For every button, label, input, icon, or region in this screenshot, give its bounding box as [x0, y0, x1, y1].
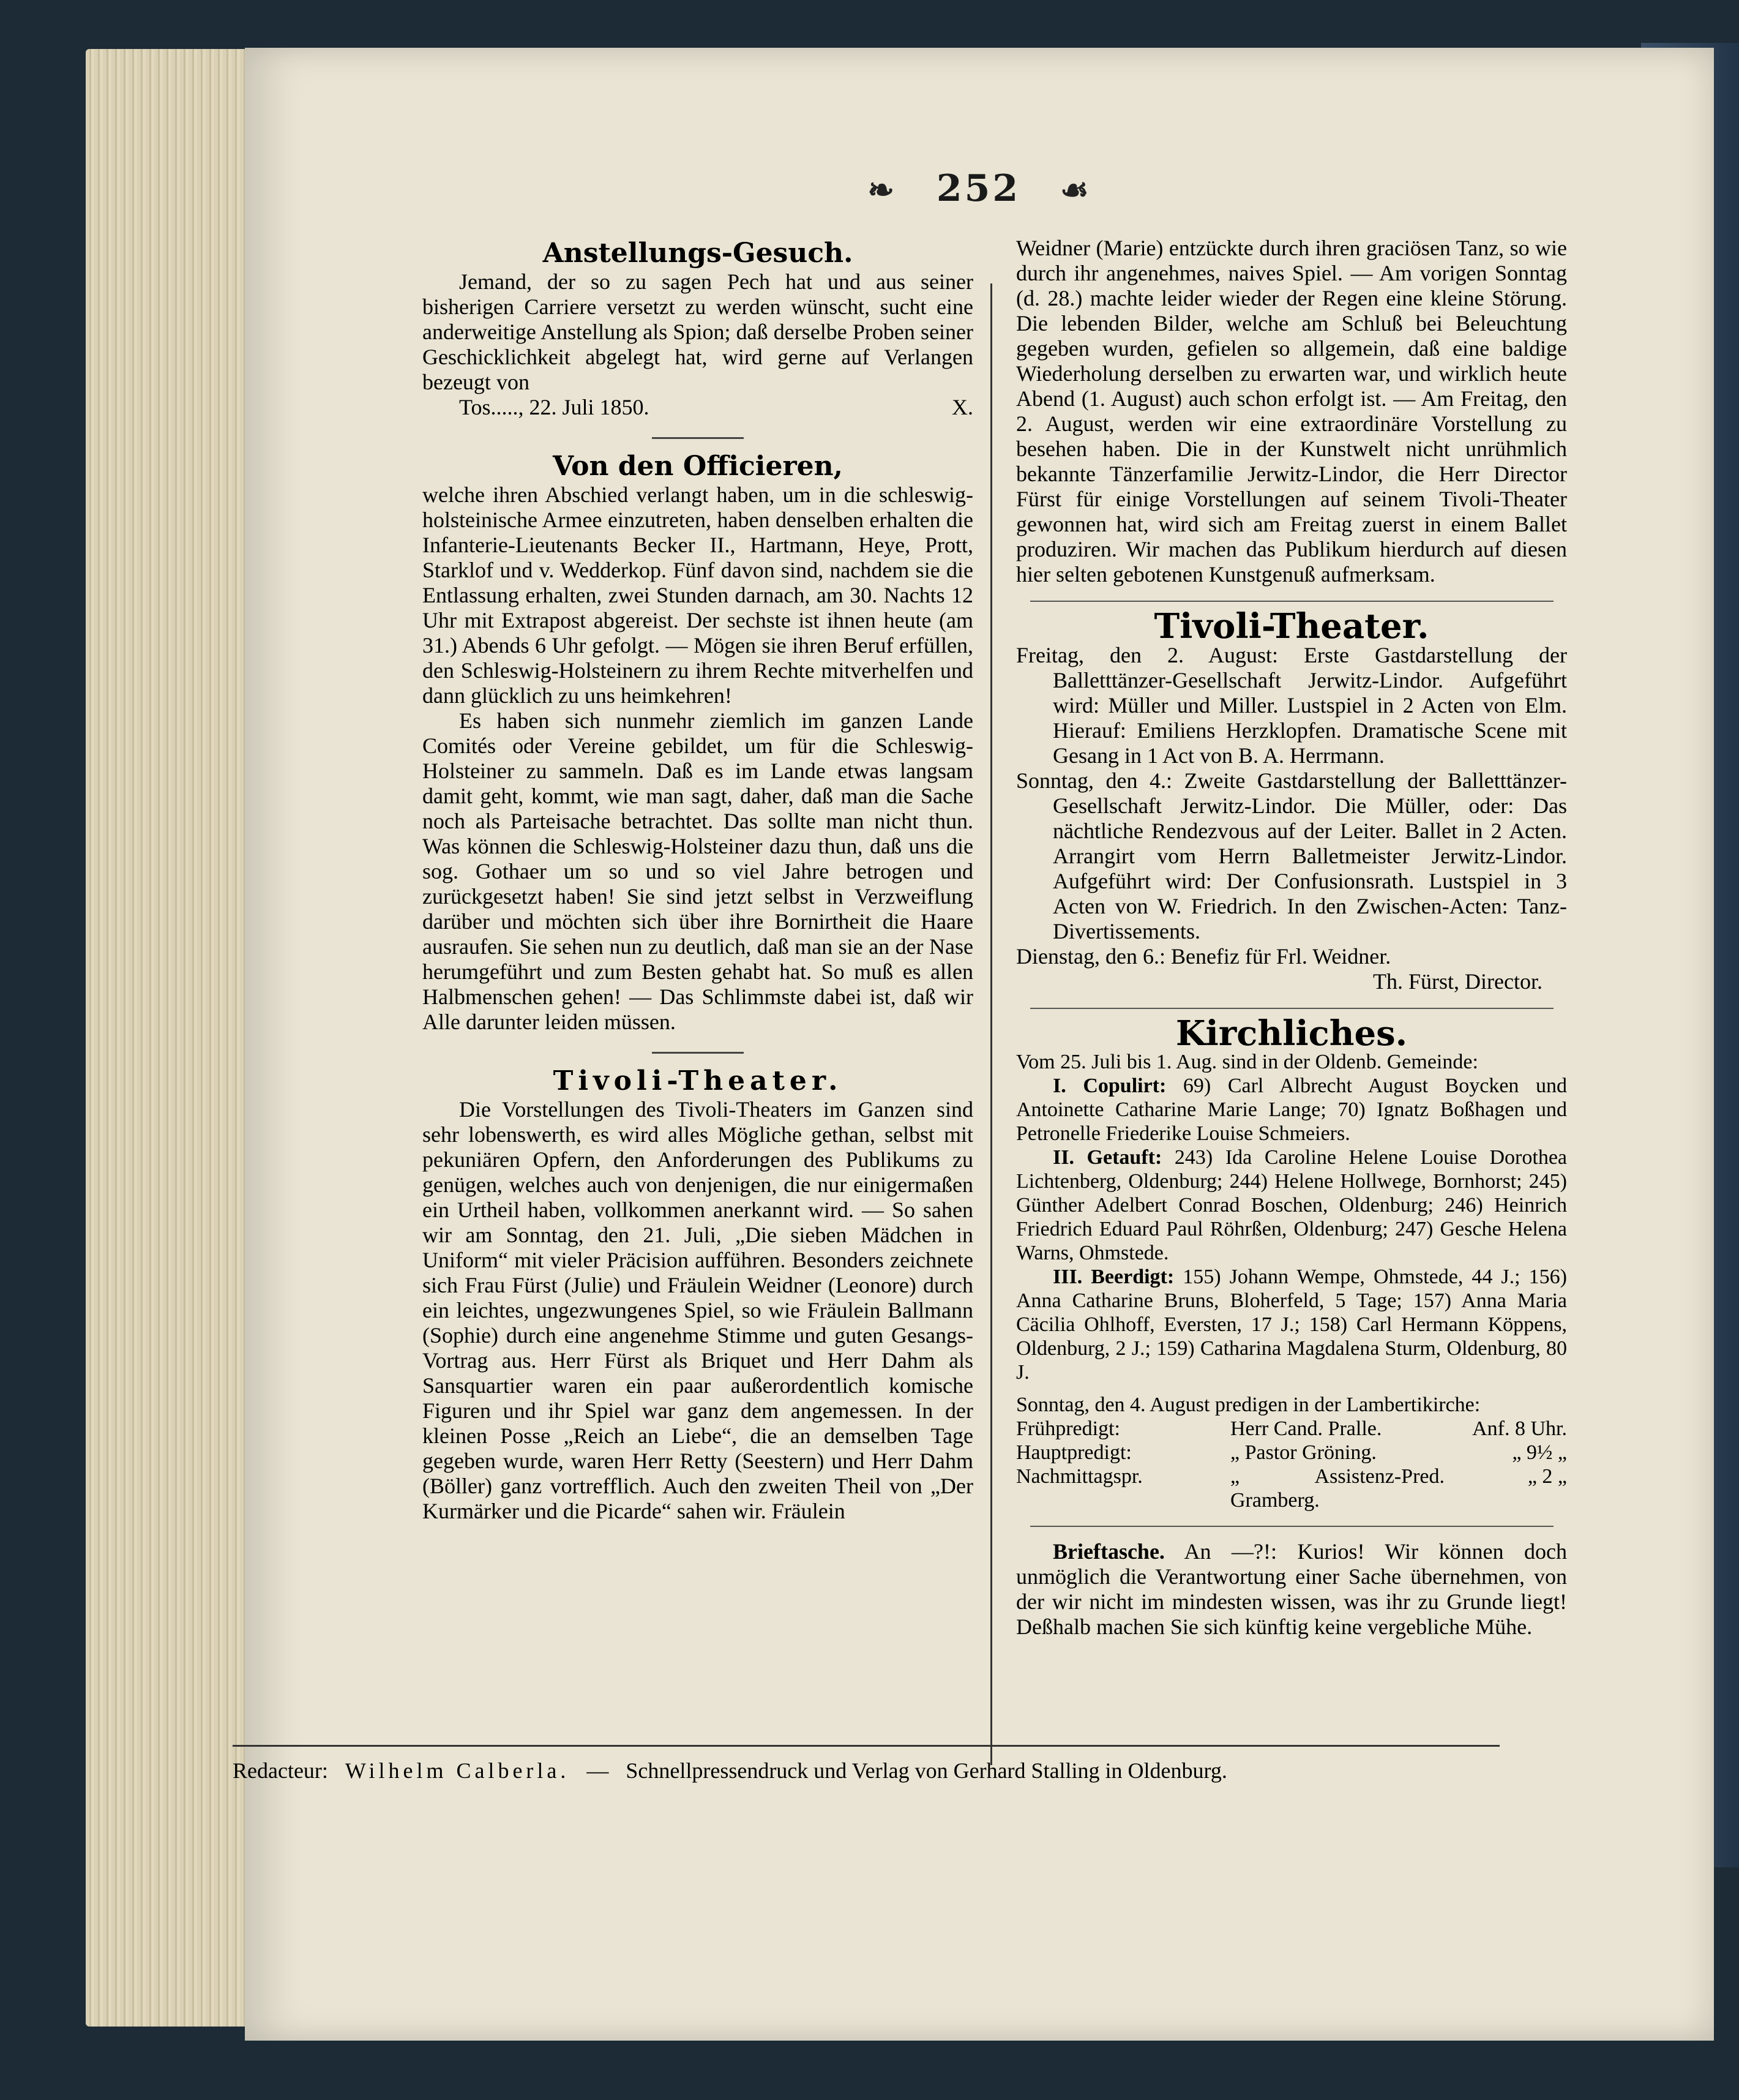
officieren-body-1: welche ihren Abschied verlangt haben, um in die schleswig-holsteinische Armee einzutreten, haben denselben erhalten die Infanterie-Lieutenants Becker II., Hartmann, Heye, Prott, Starklof und v. Wedderkop. Fünf davon sind, nachdem sie die Entlassung erhalten, zwei Stunden darnach, am 30. Nachts 12 Uhr mit Extrapost abgereist. Der sechste ist ihnen heute (am 31.) Abends 6 Uhr gefolgt. — Mögen sie ihren Beruf erfüllen, den Schleswig-Holsteinern zu ihrem Rechte mitverhelfen und dann glücklich zu uns heimkehren!	[422, 482, 973, 708]
section-title-kirchliches: Kirchliches.	[1175, 1013, 1408, 1054]
sermon-type: Nachmittagspr.	[1016, 1465, 1143, 1488]
tivoli-review-continuation: Weidner (Marie) entzückte durch ihren graciösen Tanz, so wie durch ihr angenehmes, naives Spiel. — Am vorigen Sonntag (d. 28.) machte leider wieder der Regen eine kleine Störung. Die lebenden Bilder, welche am Schluß bei Beleuchtung gegeben wurden, gefielen so allgemein, daß eine baldige Wiederholung derselben zu erwarten war, und wirklich heute Abend (1. August) auch schon erfolgt ist. — Am Freitag, den 2. August, werden wir eine extraordinäre Vorstellung zu besehen haben. Die in der Kunstwelt nicht unrühmlich bekannte Tänzerfamilie Jerwitz-Lindor, die Herr Director Fürst für einige Vorstellungen auf seinem Tivoli-Theater gewonnen hat, wird sich am Freitag zuerst in einem Ballet produziren. Wir machen das Publikum hierdurch auf diesen hier selten gebotenen Kunstgenuß aufmerksam.	[1016, 236, 1567, 587]
anstellungsgesuch-body: Jemand, der so zu sagen Pech hat und aus seiner bisherigen Carriere versetzt zu werden wünscht, sucht eine anderweitige Anstellung als Spion; daß derselbe Proben seiner Geschicklichkeit abgelegt hat, wird gerne auf Verlangen bezeugt von	[422, 269, 973, 394]
left-column-content	[422, 236, 973, 1524]
getauft-text: 243) Ida Caroline Helene Louise Dorothea Lichtenberg, Oldenburg; 244) Helene Hollwege, Bornhorst; 245) Günther Adelbert Conrad Boschen, Oldenburg; 246) Heinrich Friedrich Eduard Paul Röhrßen, Oldenburg; 247) Gesche Helena Warns, Ohmstede.	[1016, 1146, 1568, 1264]
kirchliches-copulirt	[1016, 1074, 1567, 1146]
footer-dash: —	[586, 1758, 609, 1783]
brieftasche-text: An —?!: Kurios! Wir können doch unmöglich die Verantwortung einer Sache übernehmen, von der wir nicht im mindesten wissen, was ihr zu Grunde liegt! Deßhalb machen Sie sich künftig keine vergebliche Mühe.	[1016, 1539, 1567, 1639]
ornament-left-icon: ❧	[867, 171, 897, 209]
sermon-preacher: „ Assistenz-Pred. Gramberg.	[1230, 1465, 1445, 1512]
sermon-type: Frühpredigt:	[1016, 1417, 1120, 1440]
program-tuesday: Dienstag, den 6.: Benefiz für Frl. Weidner.	[1016, 944, 1391, 969]
section-title-officieren: Von den Officieren,	[553, 451, 843, 482]
beerdigt-label: III. Beerdigt:	[1053, 1266, 1175, 1288]
sermon-schedule	[1016, 1417, 1567, 1512]
brieftasche-notice	[1016, 1539, 1567, 1640]
sermon-preacher: Herr Cand. Pralle.	[1230, 1417, 1382, 1440]
section-rule	[652, 437, 744, 439]
tivoli-review-body: Die Vorstellungen des Tivoli-Theaters im Ganzen sind sehr lobenswerth, es wird alles Mögliche gethan, selbst mit pekuniären Opfern, den Anforderungen des Publikums zu genügen, welches auch von denjenigen, die nur einigermaßen ein Urtheil haben, vollkommen anerkannt wird. — So sahen wir am Sonntag, den 21. Juli, „Die sieben Mädchen in Uniform“ mit vieler Präcision aufführen. Besonders zeichnete sich Frau Fürst (Julie) und Fräulein Weidner (Leonore) durch ein leichtes, ungezwungenes Spiel, so wie Fräulein Ballmann (Sophie) durch eine angenehme Stimme und guten Gesangs-Vortrag aus. Herr Fürst als Briquet und Herr Dahm als Sansquartier waren ein paar außerordentlich komische Figuren und ihr Spiel war ganz dem angemessen. In der kleinen Posse „Reich an Liebe“, die an demselben Tage gegeben wurde, waren Herr Retty (Seestern) und Herr Dahm (Böller) ganz vortrefflich. Auch den zweiten Theil von „Der Kurmärker und die Picarde“ sahen wir. Fräulein	[422, 1097, 973, 1523]
kirchliches-section	[1016, 1013, 1568, 1512]
anstellungsgesuch-signature	[422, 395, 973, 420]
program-sunday: Sonntag, den 4.: Zweite Gastdarstellung der Balletttänzer-Gesellschaft Jerwitz-Lindor. Die Müller, oder: Das nächtliche Rendezvous auf der Leiter. Ballet in 2 Acten. Arrangirt vom Herrn Balletmeister Jerwitz-Lindor. Aufgeführt wird: Der Confusionsrath. Lustspiel in 3 Acten von W. Friedrich. In den Zwischen-Acten: Tanz-Divertissements.	[1016, 768, 1567, 943]
imprint: Schnellpressendruck und Verlag von Gerhard Stalling in Oldenburg.	[626, 1758, 1227, 1783]
column-divider	[990, 283, 992, 1765]
right-column-content	[1016, 236, 1567, 1640]
kirchliches-intro: Vom 25. Juli bis 1. Aug. sind in der Oldenb. Gemeinde:	[1016, 1051, 1478, 1073]
sermon-preacher: „ Pastor Gröning.	[1230, 1441, 1377, 1464]
program-friday: Freitag, den 2. August: Erste Gastdarstellung der Balletttänzer-Gesellschaft Jerwitz-Lindor. Aufgeführt wird: Müller und Miller. Lustspiel in 2 Acten von Elm. Hierauf: Emiliens Herzklopfen. Dramatische Scene mit Gesang in 1 Act von B. A. Herrmann.	[1016, 643, 1567, 768]
signature-initial: X.	[952, 395, 973, 419]
getauft-label: II. Getauft:	[1053, 1146, 1162, 1169]
section-rule	[652, 1052, 744, 1054]
sermon-time: „ 9½ „	[1512, 1441, 1567, 1464]
copulirt-text: 69) Carl Albrecht August Boycken und Antoinette Catharine Marie Lange; 70) Ignatz Boßhagen und Petronelle Friederike Louise Schmeiers.	[1016, 1074, 1568, 1145]
copulirt-label: I. Copulirt:	[1053, 1074, 1167, 1097]
page-footer	[233, 1745, 1500, 1783]
section-rule	[1030, 601, 1554, 602]
section-title-tivoli-left: Tivoli-Theater.	[553, 1065, 843, 1097]
section-title-tivoli-program: Tivoli-Theater.	[1154, 606, 1429, 647]
sermon-time: „ 2 „	[1527, 1465, 1567, 1488]
redacteur-name: Wilhelm Calberla.	[345, 1758, 570, 1783]
book-page-edges	[86, 49, 269, 2027]
beerdigt-text: 155) Johann Wempe, Ohmstede, 44 J.; 156) Anna Catharine Bruns, Bloherfeld, 5 Tage; 157) Anna Maria Cäcilia Ohlhoff, Eversten, 17 J.; 158) Carl Hermann Köppens, Oldenburg, 2 J.; 159) Catharina Magdalena Sturm, Oldenburg, 80 J.	[1016, 1266, 1567, 1384]
signature-place-date: Tos....., 22. Juli 1850.	[459, 395, 649, 419]
officieren-body-2: Es haben sich nunmehr ziemlich im ganzen Lande Comités oder Vereine gebildet, um für die Schleswig-Holsteiner zu sammeln. Daß es im Lande etwas langsam damit geht, kommt, wie man sagt, daher, daß man die Sache noch als Parteisache betrachtet. Das sollte man nicht thun. Was können die Schleswig-Holsteiner dazu thun, daß uns die sog. Gothaer um so und so viel Jahre betrogen und zurückgesetzt haben! Sie sind jetzt selbst in Verzweiflung darüber und möchten sich über ihre Bornirtheit die Haare ausraufen. Sie sehen nun zu deutlich, daß man sie an der Nase herumgeführt und zum Besten gehabt hat. So muß es allen Halbmenschen gehen! — Das Schlimmste dabei ist, daß wir Alle darunter leiden müssen.	[422, 708, 973, 1034]
section-rule	[1030, 1526, 1554, 1527]
sermon-time: Anf. 8 Uhr.	[1472, 1417, 1567, 1440]
sunday-sermons-intro: Sonntag, den 4. August predigen in der Lambertikirche:	[1016, 1393, 1481, 1416]
kirchliches-getauft	[1016, 1146, 1567, 1265]
brieftasche-label: Brieftasche.	[1053, 1539, 1165, 1564]
redacteur-label: Redacteur:	[233, 1758, 328, 1783]
sermon-type: Hauptpredigt:	[1016, 1441, 1132, 1464]
ornament-right-icon: ☙	[1060, 171, 1091, 209]
section-title-anstellungsgesuch: Anstellungs-Gesuch.	[542, 238, 853, 269]
theater-director: Th. Fürst, Director.	[1373, 969, 1543, 994]
section-rule	[1030, 1008, 1554, 1009]
kirchliches-beerdigt	[1016, 1265, 1567, 1384]
page-number-header	[245, 167, 1714, 210]
page-number: 252	[936, 167, 1021, 210]
